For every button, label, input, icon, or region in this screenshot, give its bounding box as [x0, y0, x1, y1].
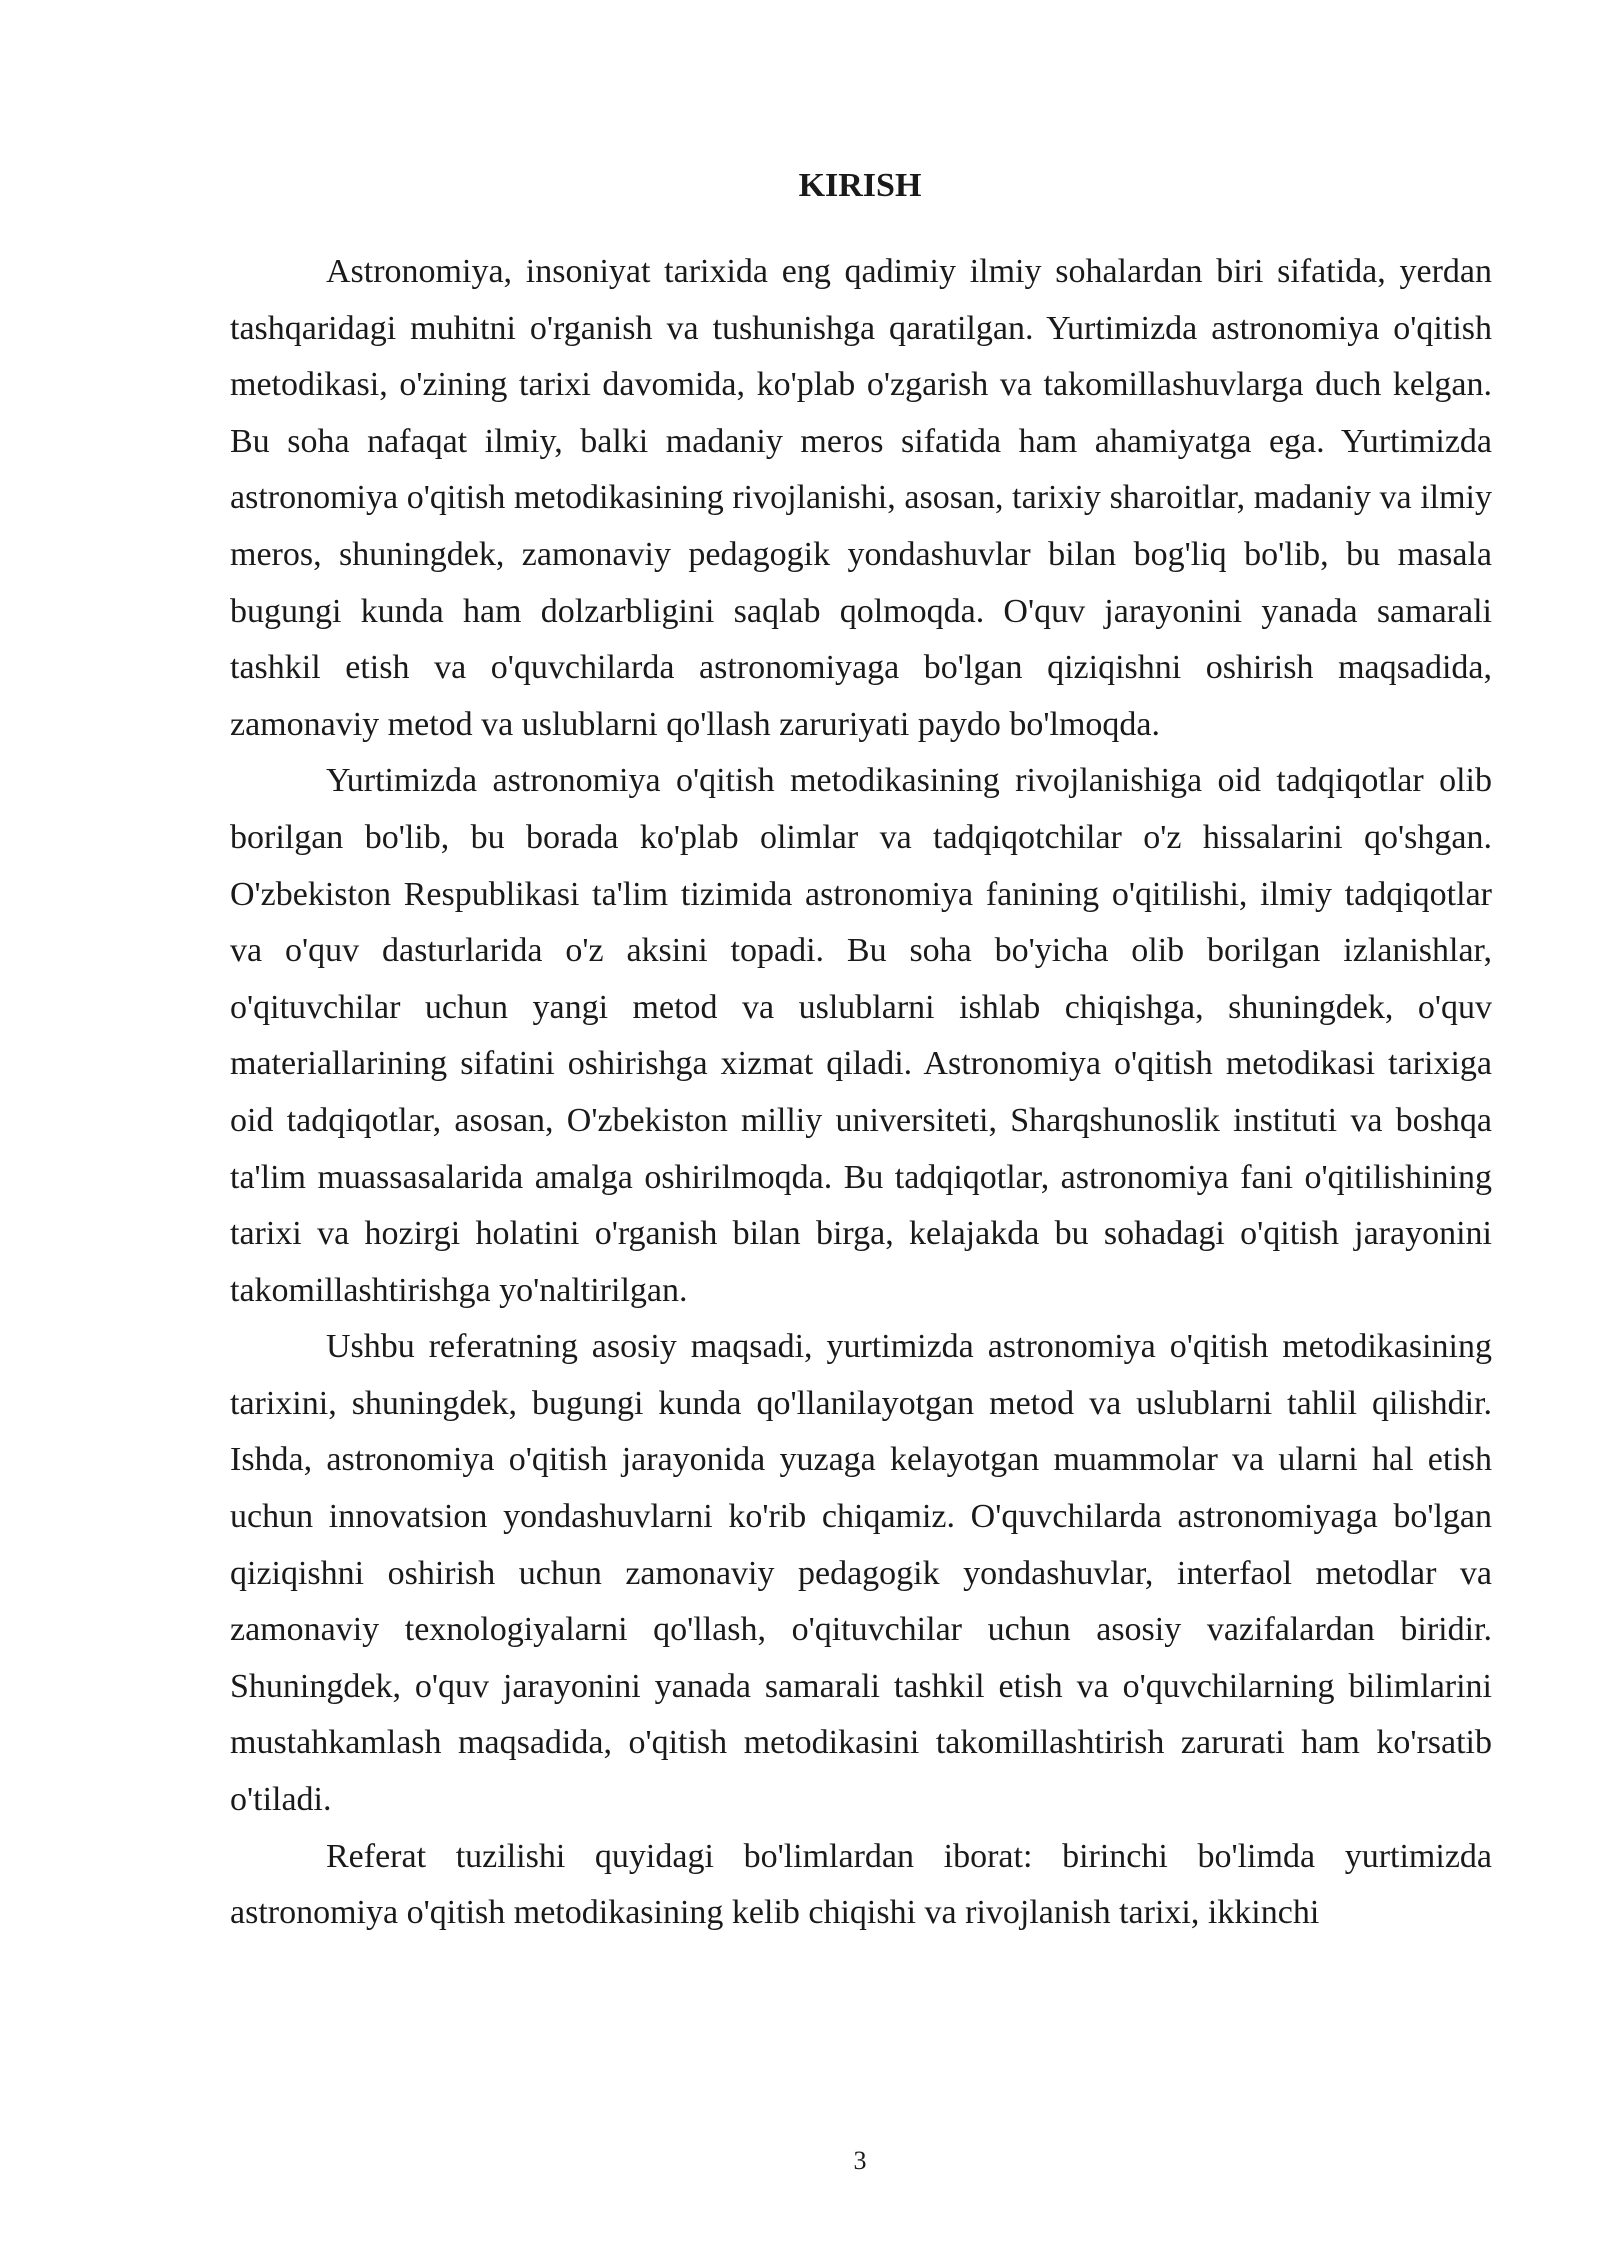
paragraph-3: Ushbu referatning asosiy maqsadi, yurtimizda astronomiya o'qitish metodikasining tarixini, shuningdek, bugungi kunda qo'llanilayotgan metod va uslublarni tahlil qilishdir. Ishda, astronomiya o'qitish jarayonida yuzaga kelayotgan muammolar va ularni hal etish uchun innovatsion yondashuvlarni ko'rib chiqamiz. O'quvchilarda astronomiyaga bo'lgan qiziqishni oshirish uchun zamonaviy pedagogik yondashuvlar, interfaol metodlar va zamonaviy texnologiyalarni qo'llash, o'qituvchilar uchun asosiy vazifalardan biridir. Shuningdek, o'quv jarayonini yanada samarali tashkil etish va o'quvchilarning bilimlarini mustahkamlash maqsadida, o'qitish metodikasini takomillashtirish zarurati ham ko'rsatib o'tiladi. [230, 1328, 1492, 1819]
paragraph-2: Yurtimizda astronomiya o'qitish metodikasining rivojlanishiga oid tadqiqotlar olib borilgan bo'lib, bu borada ko'plab olimlar va tadqiqotchilar o'z hissalarini qo'shgan. O'zbekiston Respublikasi ta'lim tizimida astronomiya fanining o'qitilishi, ilmiy tadqiqotlar va o'quv dasturlarida o'z aksini topadi. Bu soha bo'yicha olib borilgan izlanishlar, o'qituvchilar uchun yangi metod va uslublarni ishlab chiqishga, shuningdek, o'quv materiallarining sifatini oshirishga xizmat qiladi. Astronomiya o'qitish metodikasi tarixiga oid tadqiqotlar, asosan, O'zbekiston milliy universiteti, Sharqshunoslik instituti va boshqa ta'lim muassasalarida amalga oshirilmoqda. Bu tadqiqotlar, astronomiya fani o'qitilishining tarixi va hozirgi holatini o'rganish bilan birga, kelajakda bu sohadagi o'qitish jarayonini takomillashtirishga yo'naltirilgan. [230, 762, 1492, 1309]
paragraph-1: Astronomiya, insoniyat tarixida eng qadimiy ilmiy sohalardan biri sifatida, yerdan tashqaridagi muhitni o'rganish va tushunishga qaratilgan. Yurtimizda astronomiya o'qitish metodikasi, o'zining tarixi davomida, ko'plab o'zgarish va takomillashuvlarga duch kelgan. Bu soha nafaqat ilmiy, balki madaniy meros sifatida ham ahamiyatga ega. Yurtimizda astronomiya o'qitish metodikasining rivojlanishi, asosan, tarixiy sharoitlar, madaniy va ilmiy meros, shuningdek, zamonaviy pedagogik yondashuvlar bilan bog'liq bo'lib, bu masala bugungi kunda ham dolzarbligini saqlab qolmoqda. O'quv jarayonini yanada samarali tashkil etish va o'quvchilarda astronomiyaga bo'lgan qiziqishni oshirish maqsadida, zamonaviy metod va uslublarni qo'llash zaruriyati paydo bo'lmoqda. [230, 253, 1492, 743]
page-number: 3 [853, 2146, 867, 2175]
paragraph-4: Referat tuzilishi quyidagi bo'limlardan iborat: birinchi bo'limda yurtimizda astronomiya o'qitish metodikasining kelib chiqishi va rivojlanish tarixi, ikkinchi [230, 1837, 1492, 1932]
page-title: KIRISH [798, 167, 922, 204]
body-text [230, 244, 1492, 1942]
